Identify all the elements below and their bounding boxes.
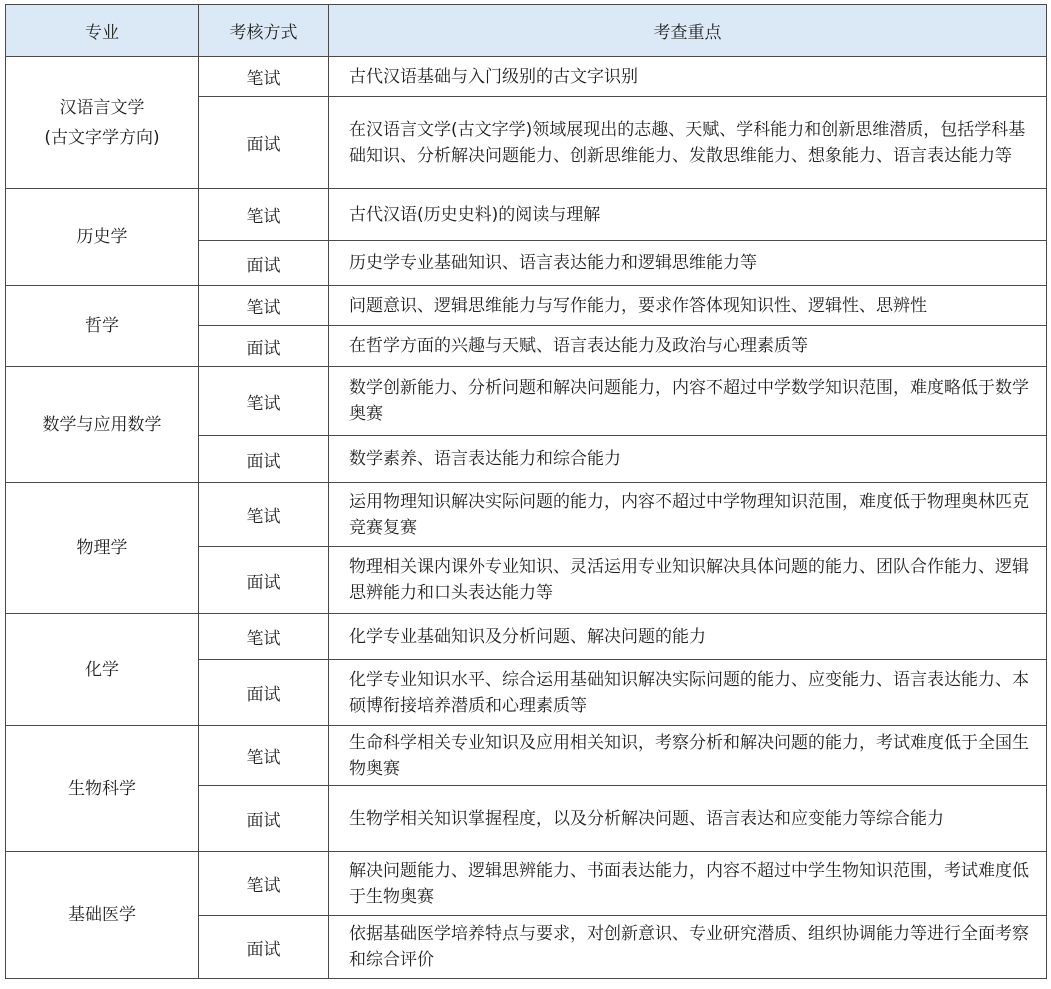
header-focus: 考查重点	[329, 5, 1047, 57]
method-cell: 笔试	[199, 367, 329, 436]
method-cell: 面试	[199, 326, 329, 367]
table-row	[6, 57, 1047, 97]
major-cell: 数学与应用数学	[6, 367, 199, 483]
method-cell: 笔试	[199, 726, 329, 786]
method-cell: 面试	[199, 547, 329, 614]
header-row	[6, 5, 1047, 57]
method-cell: 笔试	[199, 614, 329, 660]
major-cell: 基础医学	[6, 852, 199, 979]
major-cell: 生物科学	[6, 726, 199, 852]
focus-cell: 在哲学方面的兴趣与天赋、语言表达能力及政治与心理素质等	[329, 326, 1047, 367]
method-cell: 面试	[199, 786, 329, 852]
method-cell: 笔试	[199, 286, 329, 326]
focus-cell: 化学专业基础知识及分析问题、解决问题的能力	[329, 614, 1047, 660]
focus-cell: 在汉语言文学(古文字学)领域展现出的志趣、天赋、学科能力和创新思维潜质，包括学科基础知识、分析解决问题能力、创新思维能力、发散思维能力、想象能力、语言表达能力等	[329, 97, 1047, 189]
table-row	[6, 189, 1047, 241]
focus-cell: 运用物理知识解决实际问题的能力，内容不超过中学物理知识范围，难度低于物理奥林匹克竞赛复赛	[329, 483, 1047, 547]
focus-cell: 历史学专业基础知识、语言表达能力和逻辑思维能力等	[329, 241, 1047, 286]
method-cell: 笔试	[199, 483, 329, 547]
exam-requirements-table	[5, 4, 1047, 979]
header-major: 专业	[6, 5, 199, 57]
focus-cell: 生物学相关知识掌握程度，以及分析解决问题、语言表达和应变能力等综合能力	[329, 786, 1047, 852]
focus-cell: 古代汉语(历史史料)的阅读与理解	[329, 189, 1047, 241]
header-method: 考核方式	[199, 5, 329, 57]
major-cell: 物理学	[6, 483, 199, 614]
focus-cell: 数学创新能力、分析问题和解决问题能力，内容不超过中学数学知识范围，难度略低于数学奥赛	[329, 367, 1047, 436]
method-cell: 面试	[199, 916, 329, 979]
table-row	[6, 367, 1047, 436]
method-cell: 笔试	[199, 852, 329, 916]
table-row	[6, 483, 1047, 547]
table-row	[6, 852, 1047, 916]
focus-cell: 数学素养、语言表达能力和综合能力	[329, 436, 1047, 483]
table-row	[6, 614, 1047, 660]
focus-cell: 物理相关课内课外专业知识、灵活运用专业知识解决具体问题的能力、团队合作能力、逻辑思辨能力和口头表达能力等	[329, 547, 1047, 614]
table-row	[6, 286, 1047, 326]
major-line: 汉语言文学 (古文字学方向)	[44, 97, 160, 148]
method-cell: 面试	[199, 97, 329, 189]
major-cell: 化学	[6, 614, 199, 726]
method-cell: 面试	[199, 660, 329, 726]
major-cell: 历史学	[6, 189, 199, 286]
focus-cell: 古代汉语基础与入门级别的古文字识别	[329, 57, 1047, 97]
method-cell: 面试	[199, 436, 329, 483]
method-cell: 笔试	[199, 189, 329, 241]
method-cell: 笔试	[199, 57, 329, 97]
focus-cell: 生命科学相关专业知识及应用相关知识，考察分析和解决问题的能力，考试难度低于全国生物奥赛	[329, 726, 1047, 786]
focus-cell: 依据基础医学培养特点与要求，对创新意识、专业研究潜质、组织协调能力等进行全面考察和综合评价	[329, 916, 1047, 979]
table-row	[6, 726, 1047, 786]
major-cell	[6, 57, 199, 189]
major-cell: 哲学	[6, 286, 199, 367]
method-cell: 面试	[199, 241, 329, 286]
focus-cell: 解决问题能力、逻辑思辨能力、书面表达能力，内容不超过中学生物知识范围，考试难度低于生物奥赛	[329, 852, 1047, 916]
focus-cell: 化学专业知识水平、综合运用基础知识解决实际问题的能力、应变能力、语言表达能力、本硕博衔接培养潜质和心理素质等	[329, 660, 1047, 726]
focus-cell: 问题意识、逻辑思维能力与写作能力，要求作答体现知识性、逻辑性、思辨性	[329, 286, 1047, 326]
